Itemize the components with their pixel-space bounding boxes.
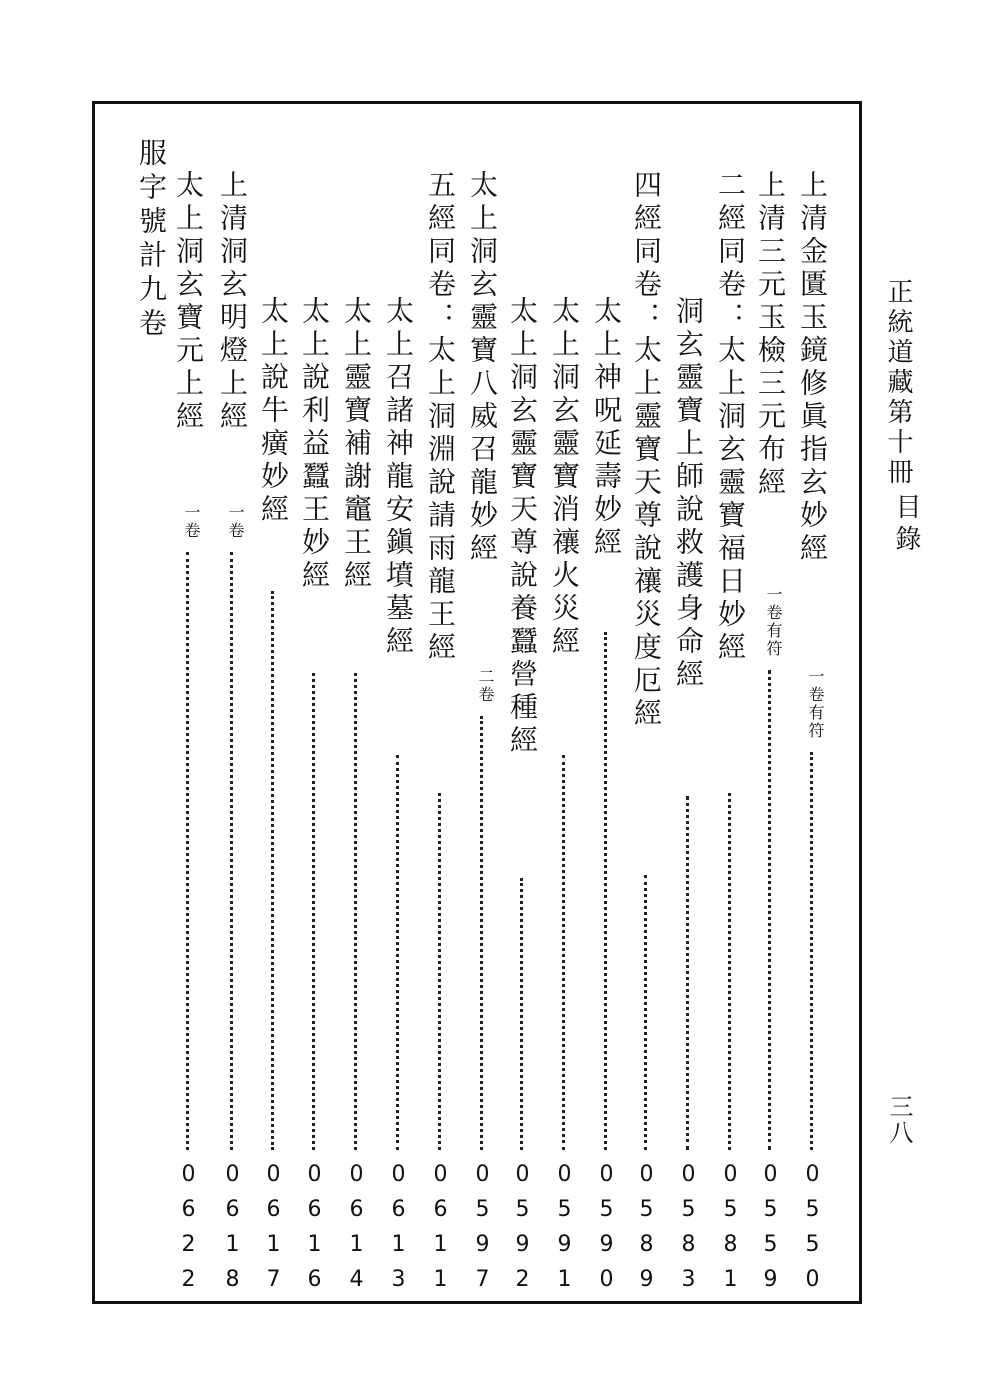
- leader-dots: [480, 716, 483, 1150]
- leader-dots: [728, 793, 731, 1150]
- leader-dots: [396, 755, 399, 1150]
- toc-entry-note: 一卷: [182, 504, 201, 540]
- toc-entry-title: 太上召諸神龍安鎭墳墓經: [382, 296, 415, 659]
- toc-entry-note: 一卷: [226, 504, 245, 540]
- leader-dots: [312, 673, 315, 1150]
- toc-entry-page: 0591: [552, 1162, 577, 1302]
- toc-entry: [464, 0, 500, 1300]
- toc-entry: [504, 0, 540, 1300]
- toc-entry: [296, 0, 332, 1300]
- leader-dots: [520, 878, 523, 1150]
- toc-entry-page: 0618: [220, 1162, 245, 1302]
- toc-entry: [380, 0, 416, 1300]
- toc-entry-page: 0613: [386, 1162, 411, 1302]
- toc-entry-note: 一卷有符: [764, 586, 783, 658]
- toc-entry-title: 太上說利益蠶王妙經: [298, 296, 331, 593]
- toc-entry-page: 0622: [176, 1162, 201, 1302]
- toc-entry: [338, 0, 374, 1300]
- leader-dots: [186, 552, 189, 1150]
- toc-entry-page: 0597: [470, 1162, 495, 1302]
- toc-entry-title: 上清金匱玉鏡修眞指玄妙經: [796, 170, 829, 566]
- toc-entry: [170, 0, 206, 1300]
- leader-dots: [271, 591, 274, 1150]
- toc-entry-title: 二經同卷：太上洞玄靈寶福日妙經: [714, 170, 747, 665]
- toc-entry-page: 0616: [302, 1162, 327, 1302]
- leader-dots: [354, 673, 357, 1150]
- toc-entry: [546, 0, 582, 1300]
- toc-entry-title: 上清洞玄明燈上經: [216, 170, 249, 434]
- toc-entry-title: 洞玄靈寶上師說救護身命經: [672, 296, 705, 692]
- toc-entry-title: 太上洞玄靈寶消禳火災經: [548, 296, 581, 659]
- toc-entry-title: 太上靈寶補謝竈王經: [340, 296, 373, 593]
- toc-entry-page: 0559: [758, 1162, 783, 1302]
- leader-dots: [604, 632, 607, 1150]
- toc-entry-page: 0550: [800, 1162, 825, 1302]
- toc-entry-note: 二卷: [476, 668, 495, 704]
- section-title: 目錄: [891, 493, 921, 557]
- leader-dots: [438, 793, 441, 1150]
- toc-entry: [794, 0, 830, 1300]
- toc-entry: [628, 0, 664, 1300]
- toc-entry-page: 0592: [510, 1162, 535, 1302]
- book-title: 正統道藏第十冊: [883, 278, 913, 488]
- leader-dots: [768, 670, 771, 1150]
- leader-dots: [644, 875, 647, 1150]
- leader-dots: [562, 755, 565, 1150]
- toc-entry-page: 0611: [428, 1162, 453, 1302]
- toc-entry: [752, 0, 788, 1300]
- toc-entry-title: 太上神呪延壽妙經: [590, 296, 623, 560]
- toc-entry: [255, 0, 291, 1300]
- leader-dots: [686, 796, 689, 1150]
- page-number: 三八: [885, 1094, 913, 1146]
- volume-summary: 服字號計九卷: [135, 138, 168, 342]
- toc-entry-page: 0590: [594, 1162, 619, 1302]
- toc-entry-title: 太上洞玄靈寶八威召龍妙經: [466, 170, 499, 566]
- toc-entry: [588, 0, 624, 1300]
- toc-entry-page: 0614: [344, 1162, 369, 1302]
- toc-entry-title: 太上說牛癀妙經: [257, 296, 290, 527]
- toc-entry-page: 0589: [634, 1162, 659, 1302]
- toc-entry: [712, 0, 748, 1300]
- toc-entry: [422, 0, 458, 1300]
- toc-entry-page: 0617: [261, 1162, 286, 1302]
- toc-entry-title: 太上洞玄寶元上經: [172, 170, 205, 434]
- toc-entry: [670, 0, 706, 1300]
- leader-dots: [810, 752, 813, 1150]
- toc-entry-title: 太上洞玄靈寶天尊說養蠶營種經: [506, 296, 539, 758]
- leader-dots: [230, 552, 233, 1150]
- toc-entry-page: 0583: [676, 1162, 701, 1302]
- toc-entry-title: 四經同卷：太上靈寶天尊說禳災度厄經: [630, 170, 663, 731]
- toc-entry-page: 0581: [718, 1162, 743, 1302]
- toc-entry-title: 上清三元玉檢三元布經: [754, 170, 787, 500]
- toc-entry-title: 五經同卷：太上洞淵說請雨龍王經: [424, 170, 457, 665]
- toc-entry-note: 一卷有符: [806, 668, 825, 740]
- toc-entry: [214, 0, 250, 1300]
